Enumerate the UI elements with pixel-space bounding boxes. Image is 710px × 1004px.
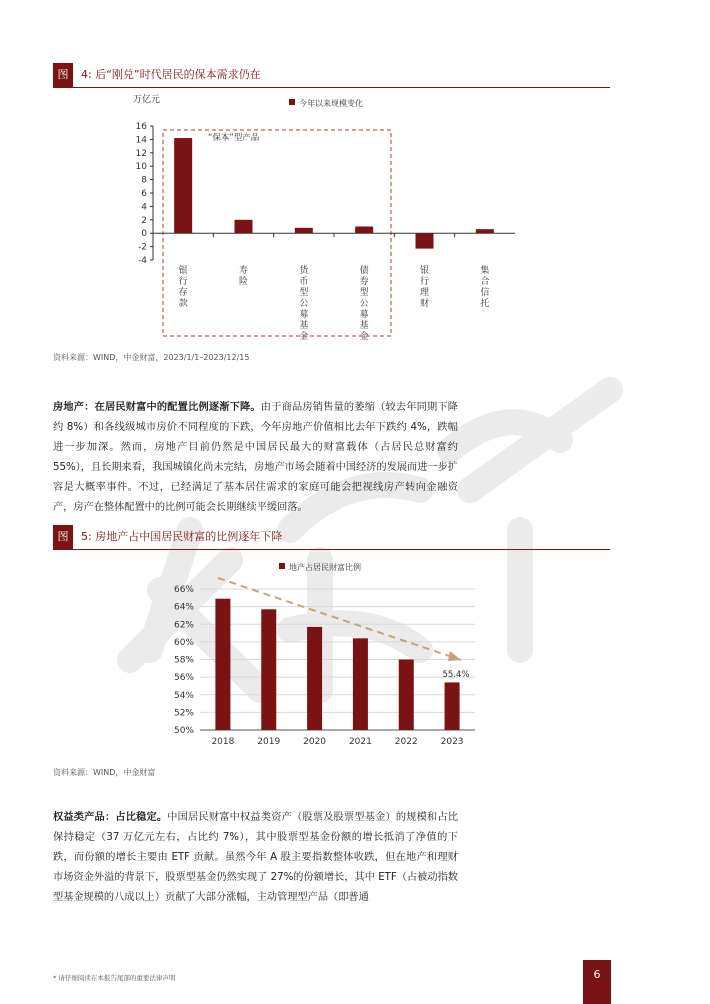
figure-4-y-tick-label: 16 [135, 122, 147, 132]
figure-5-y-tick-label: 52% [173, 708, 194, 719]
figure-5-title: 5: 房地产占中国居民财富的比例逐年下降 [81, 530, 283, 543]
page-number: 6 [583, 960, 611, 1004]
figure-5-y-tick-label: 56% [173, 673, 194, 684]
figure-5-bar [215, 599, 230, 730]
figure-5-data-label-2023: 55.4% [442, 670, 470, 680]
figure-5-category-label: 2023 [440, 737, 464, 747]
figure-4-y-tick-label: 2 [141, 215, 147, 226]
figure-5-y-tick-label: 50% [173, 726, 194, 736]
figure-5-trend-arrowhead [448, 651, 461, 661]
figure-4-bar [235, 220, 253, 233]
figure-4-category-label: 集合信托 [480, 266, 490, 309]
figure-5-category-label: 2019 [257, 737, 281, 747]
figure-4-y-tick-label: -4 [138, 256, 147, 266]
figure-5-y-tick-label: 60% [173, 637, 194, 648]
figure-4-unit: 万亿元 [133, 95, 161, 105]
figure-5-category-label: 2020 [303, 737, 327, 747]
figure-5-category-label: 2021 [348, 737, 372, 747]
figure-5-source: 资料来源：WIND，中金财富 [53, 768, 156, 777]
paragraph-equity-lead: 权益类产品：占比稳定。 [53, 812, 168, 823]
figure-4-category-label: 货币型公募基金 [299, 266, 309, 342]
figure-4-y-axis [136, 122, 515, 266]
figure-4-y-tick-label: 0 [141, 229, 147, 240]
paragraph-real-estate [53, 398, 458, 518]
figure-4-category-label: 银行存款 [178, 266, 188, 309]
figure-4-header [53, 63, 610, 88]
figure-4-category-label: 债券型公募基金 [359, 266, 369, 342]
figure-5-legend-label: 地产占居民财富比例 [289, 563, 361, 572]
figure-5-tag: 图 [53, 525, 73, 549]
figure-4-y-tick-label: 14 [135, 135, 147, 146]
figure-5-legend-swatch [279, 563, 285, 569]
figure-5-category-label: 2022 [394, 737, 418, 747]
figure-5-category-label: 2018 [211, 737, 235, 747]
figure-5-y-tick-label: 64% [173, 602, 194, 613]
figure-4-bar [476, 229, 494, 233]
figure-4-y-tick-label: -2 [138, 242, 147, 253]
figure-4-category-label: 银行理财 [419, 266, 430, 309]
figure-4-category-labels [179, 264, 490, 342]
figure-5-y-tick-label: 66% [173, 585, 194, 595]
figure-4-y-tick-label: 12 [135, 148, 147, 159]
figure-4-bar [416, 233, 434, 248]
paragraph-equity-body: 中国居民财富中权益类资产（股票及股票型基金）的规模和占比保持稳定（37 万亿元左右，占比约 7%），其中股票型基金份额的增长抵消了净值的下跌，而份额的增长主要由 ETF 贡献。虽然今年 A 股主要指数整体收跌，但在地产和理财市场资金外溢的背景下，股票型基金仍然实现了 27%的份额增长，其中 ETF（占被动指数型基金规模的八成以上）贡献了大部分涨幅，主动管理型产品（即普通 [53, 812, 459, 903]
figure-4-bar [295, 228, 313, 233]
figure-4-y-tick-label: 10 [135, 162, 147, 173]
figure-4-legend-swatch [289, 99, 295, 105]
figure-5-bar [399, 660, 414, 731]
figure-5-y-tick-label: 62% [173, 620, 194, 631]
figure-5-y-tick-label: 54% [173, 690, 194, 701]
figure-4-tag: 图 [53, 63, 73, 87]
figure-5-chart [53, 555, 613, 755]
figure-4-chart [53, 90, 613, 355]
figure-4-y-tick-label: 4 [141, 202, 147, 213]
figure-5-bar [307, 627, 322, 730]
paragraph-real-estate-body: 由于商品房销售量的萎缩（较去年同期下降约 8%）和各线级城市房价不同程度的下跌，今年房地产价值相比去年下跌约 4%，跌幅进一步加深。然而，房地产目前仍然是中国居民最大的财富载体（占居民总财富约 55%），且长期来看，我国城镇化尚未完结，房地产市场会随着中国经济的发展而进一步扩容是大概率事件。不过，已经满足了基本居住需求的家庭可能会把视线房产转向金融资产，房产在整体配置中的比例可能会长期继续平缓回落。 [53, 402, 458, 513]
figure-4-bar [355, 227, 373, 234]
figure-5-trend-line [218, 578, 461, 660]
figure-5-header [53, 525, 610, 550]
figure-4-legend-label: 今年以来规模变化 [299, 99, 363, 108]
paragraph-real-estate-lead: 房地产：在居民财富中的配置比例逐渐下降。 [53, 402, 261, 413]
figure-4-category-label: 寿险 [238, 266, 249, 287]
figure-4-y-tick-label: 8 [141, 175, 147, 186]
figure-5-category-labels [211, 737, 463, 747]
figure-5-bar [353, 638, 368, 730]
figure-5-bar [261, 609, 276, 730]
figure-4-bars [174, 138, 494, 249]
figure-4-title: 4: 后“刚兑”时代居民的保本需求仍在 [81, 68, 261, 81]
footer-disclaimer: * 请仔细阅读在本报告尾部的重要法律声明 [53, 974, 176, 982]
figure-4-source: 资料来源：WIND，中金财富，2023/1/1–2023/12/15 [53, 353, 250, 362]
figure-4-y-tick-label: 6 [141, 189, 147, 199]
figure-4-bar [174, 138, 192, 233]
paragraph-equity [53, 808, 458, 908]
figure-4-annotation: “保本”型产品 [208, 133, 260, 143]
figure-5-y-tick-label: 58% [173, 655, 194, 666]
figure-5-bar [445, 682, 460, 730]
